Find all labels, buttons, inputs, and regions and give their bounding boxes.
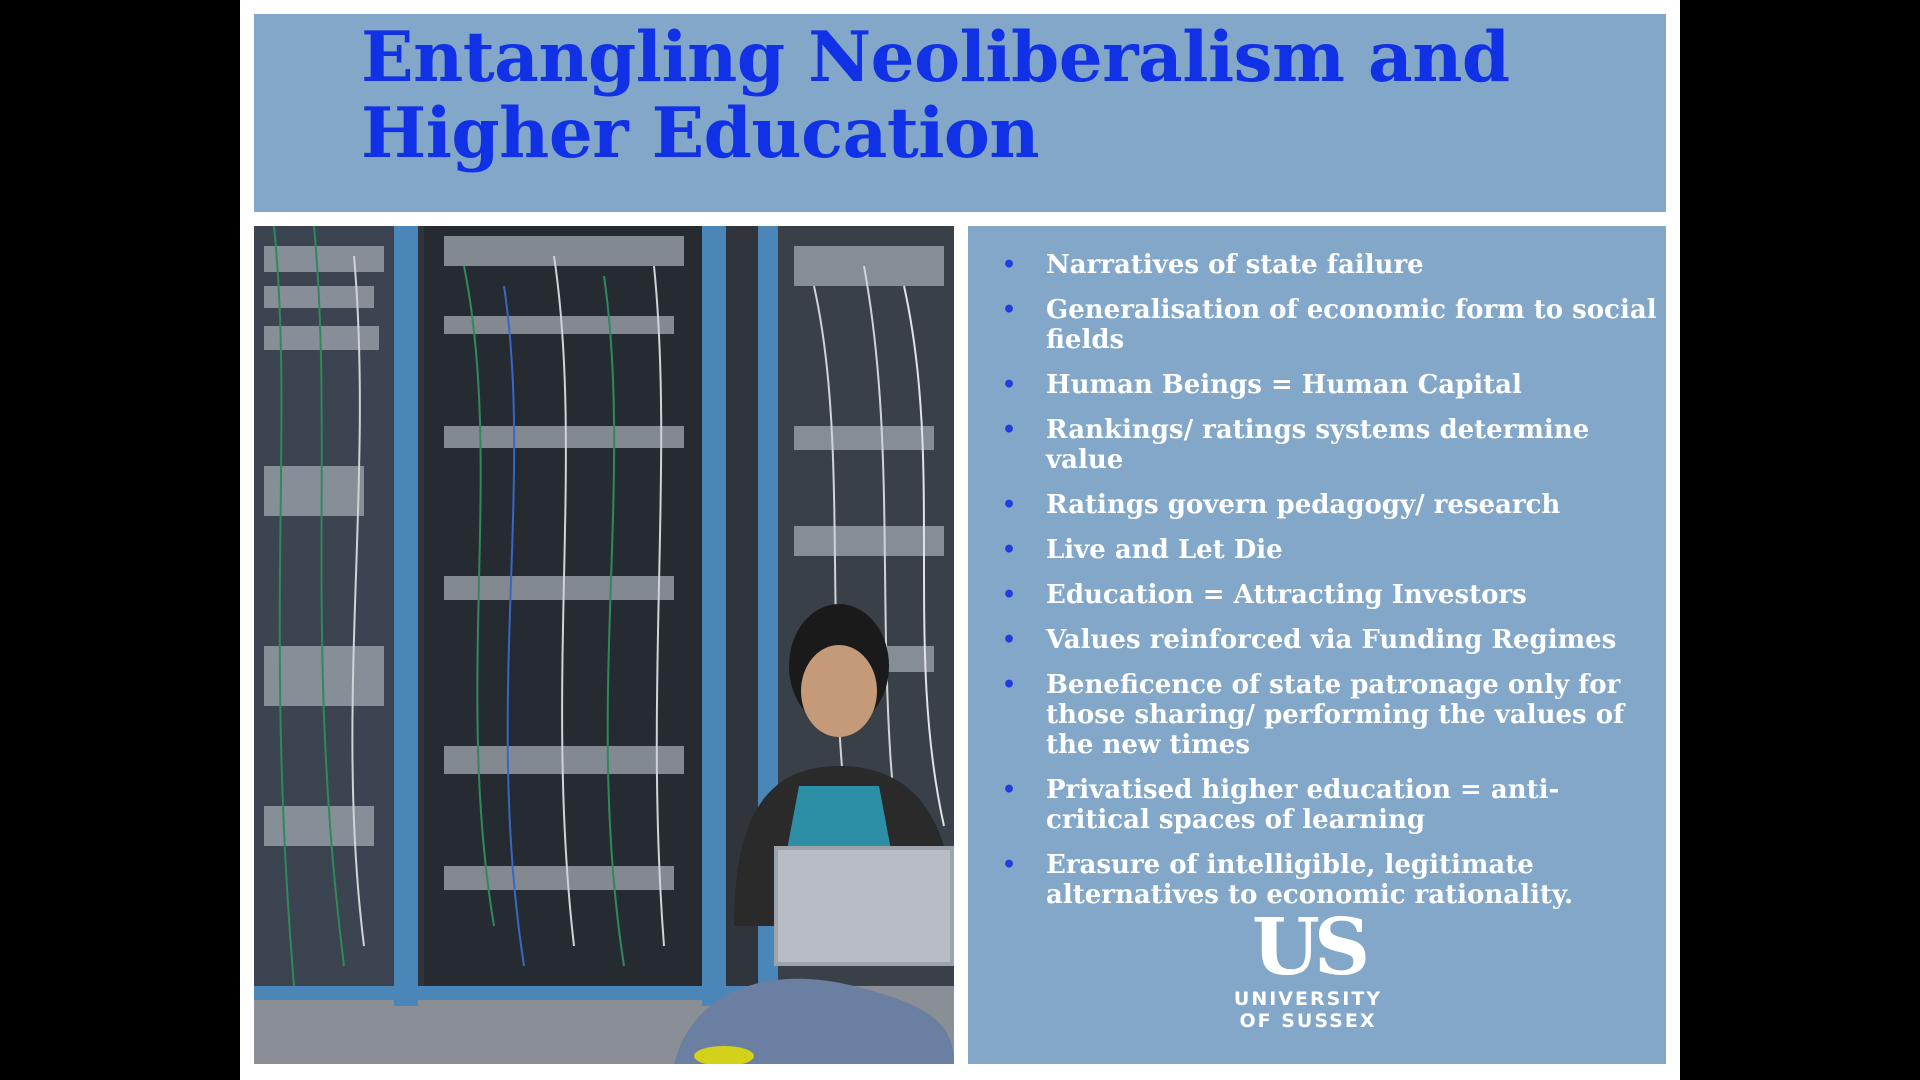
logo-mark: US: [1251, 902, 1365, 993]
university-of-sussex-logo: [1228, 902, 1388, 1032]
bullet-icon: •: [1002, 627, 1017, 653]
bullet-item: • Human Beings = Human Capital: [1002, 370, 1522, 400]
bullet-item: • Narratives of state failure: [1002, 250, 1424, 280]
slide: [240, 0, 1680, 1080]
bullet-item: • Ratings govern pedagogy/ research: [1002, 490, 1561, 520]
server-room-illustration: [254, 226, 954, 1064]
bullet-item: • Beneficence of state patronage only for those sharing/ performing the values of the new times: [1002, 670, 1625, 760]
bullet-list: [1002, 250, 1662, 925]
bullet-item: • Generalisation of economic form to social fields: [1002, 295, 1657, 355]
bullet-icon: •: [1002, 297, 1017, 323]
photo-server-room: [254, 226, 954, 1064]
bullet-icon: •: [1002, 672, 1017, 698]
logo-line-2: OF SUSSEX: [1239, 1010, 1377, 1032]
bullet-icon: •: [1002, 252, 1017, 278]
bullet-icon: •: [1002, 777, 1017, 803]
bullet-item: • Live and Let Die: [1002, 535, 1283, 565]
bullets-panel: [968, 226, 1666, 1064]
title-panel: [254, 14, 1666, 212]
bullet-icon: •: [1002, 852, 1017, 878]
bullet-item: • Rankings/ ratings systems determine value: [1002, 415, 1590, 475]
bullet-icon: •: [1002, 417, 1017, 443]
bullet-item: • Education = Attracting Investors: [1002, 580, 1527, 610]
bullet-item: • Privatised higher education = anti-critical spaces of learning: [1002, 775, 1560, 835]
bullet-icon: •: [1002, 372, 1017, 398]
bullet-icon: •: [1002, 537, 1017, 563]
slide-title: Entangling Neoliberalism and Higher Education: [361, 17, 1510, 174]
bullet-icon: •: [1002, 582, 1017, 608]
bullet-icon: •: [1002, 492, 1017, 518]
bullet-item: • Values reinforced via Funding Regimes: [1002, 625, 1617, 655]
bullet-item: • Erasure of intelligible, legitimate alternatives to economic rationality.: [1002, 850, 1574, 910]
logo-line-1: UNIVERSITY: [1233, 988, 1383, 1010]
